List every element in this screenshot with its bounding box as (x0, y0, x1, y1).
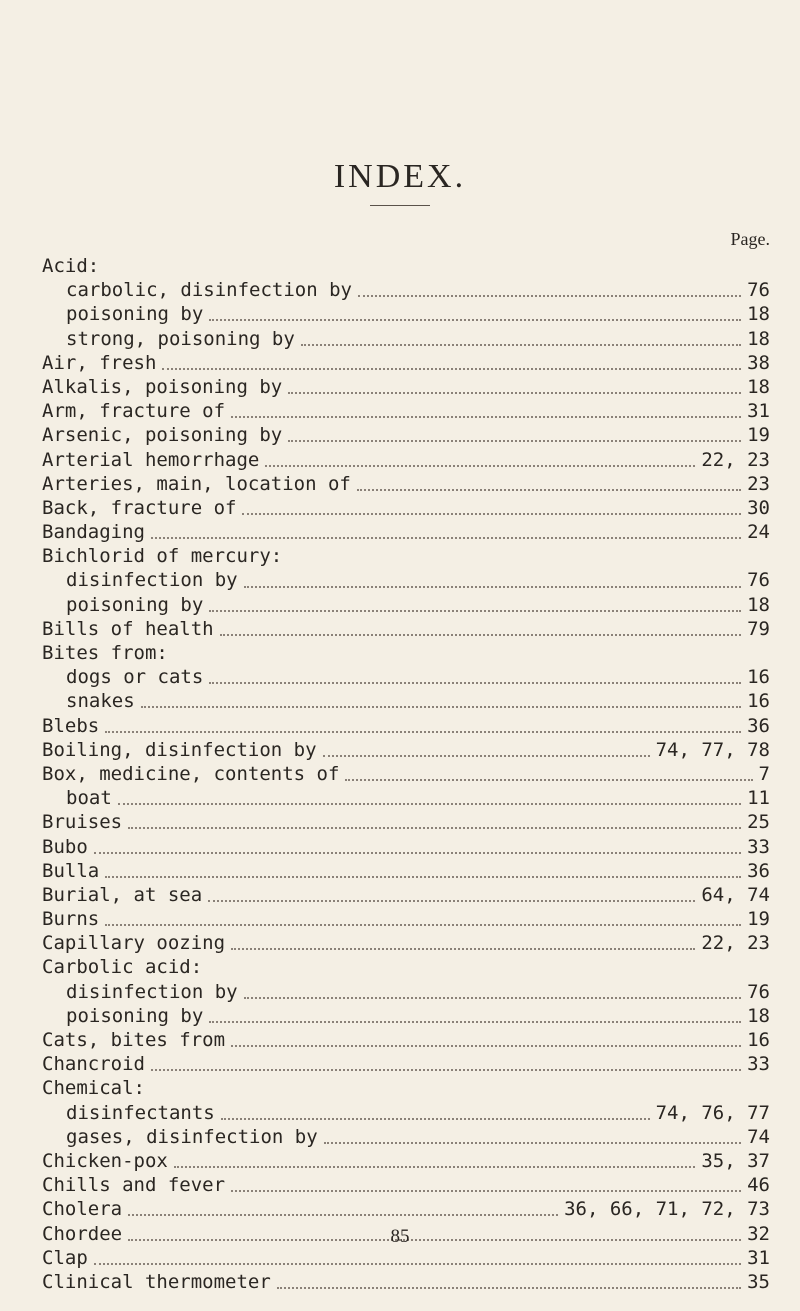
index-entry (42, 617, 770, 641)
index-entry (42, 714, 770, 738)
entry-term: Chicken-pox (42, 1149, 168, 1172)
dot-leader (324, 1142, 741, 1144)
dot-leader (174, 1166, 696, 1168)
dot-leader (288, 392, 741, 394)
index-entry (42, 665, 770, 689)
index-heading (42, 544, 770, 568)
dot-leader (118, 803, 741, 805)
index-entry (42, 931, 770, 955)
dot-leader (209, 319, 741, 321)
index-entry (42, 327, 770, 351)
index-entry (42, 302, 770, 326)
index-entry (42, 810, 770, 834)
entry-pages: 30 (747, 496, 770, 519)
entry-term: disinfection by (66, 980, 238, 1003)
entry-term: Blebs (42, 714, 100, 737)
index-heading (42, 254, 770, 278)
entry-term: Air, fresh (42, 351, 157, 374)
index-entry (42, 1052, 770, 1076)
entry-pages: 24 (747, 521, 770, 544)
entry-term: Cholera (42, 1198, 123, 1221)
index-heading (42, 1076, 770, 1100)
entry-term: Burial, at sea (42, 883, 203, 906)
entry-pages: 18 (747, 375, 770, 398)
dot-leader (244, 586, 742, 588)
entry-term: poisoning by (66, 1004, 204, 1027)
dot-leader (151, 1069, 741, 1071)
entry-pages: 23 (747, 472, 770, 495)
entry-pages: 74, 76, 77 (655, 1101, 770, 1124)
entry-term: boat (66, 787, 112, 810)
entry-term: Boiling, disinfection by (42, 738, 317, 761)
dot-leader (231, 1045, 741, 1047)
index-entry (42, 375, 770, 399)
index-entry (42, 1028, 770, 1052)
entry-term: Chemical: (42, 1077, 145, 1100)
dot-leader (128, 827, 741, 829)
index-entry (42, 1149, 770, 1173)
entry-term: carbolic, disinfection by (66, 279, 352, 302)
dot-leader (94, 1263, 741, 1265)
entry-term: Acid: (42, 255, 100, 277)
entry-pages: 36, 66, 71, 72, 73 (564, 1198, 770, 1221)
entry-pages: 35, 37 (701, 1149, 770, 1172)
dot-leader (323, 755, 650, 757)
dot-leader (208, 900, 695, 902)
entry-term: poisoning by (66, 303, 204, 326)
index-heading (42, 641, 770, 665)
entry-term: Capillary oozing (42, 932, 226, 955)
dot-leader (288, 440, 741, 442)
entry-term: Bills of health (42, 617, 214, 640)
entry-term: gases, disinfection by (66, 1125, 318, 1148)
index-entry (42, 762, 770, 786)
dot-leader (345, 779, 752, 781)
entry-pages: 18 (747, 303, 770, 326)
index-entry (42, 423, 770, 447)
index-entry (42, 496, 770, 520)
index-entry (42, 278, 770, 302)
dot-leader (231, 948, 695, 950)
dot-leader (231, 1190, 741, 1192)
entry-pages: 74 (747, 1125, 770, 1148)
entry-pages: 76 (747, 569, 770, 592)
index-entry (42, 835, 770, 859)
dot-leader (128, 1214, 558, 1216)
index-entry (42, 351, 770, 375)
dot-leader (242, 513, 741, 515)
entry-pages: 18 (747, 1004, 770, 1027)
entry-term: Carbolic acid: (42, 956, 203, 979)
entry-pages: 32 (747, 1222, 770, 1245)
entry-pages: 35 (747, 1270, 770, 1293)
dot-leader (277, 1287, 741, 1289)
entry-pages: 76 (747, 279, 770, 302)
entry-pages: 33 (747, 1053, 770, 1076)
index-entry (42, 399, 770, 423)
index-entry (42, 786, 770, 810)
entry-pages: 46 (747, 1174, 770, 1197)
index-entry (42, 472, 770, 496)
index-list (42, 254, 770, 1294)
entry-term: strong, poisoning by (66, 327, 295, 350)
dot-leader (231, 416, 741, 418)
entry-term: Chancroid (42, 1053, 145, 1076)
dot-leader (151, 537, 741, 539)
dot-leader (357, 489, 741, 491)
entry-pages: 64, 74 (701, 883, 770, 906)
entry-pages: 22, 23 (701, 932, 770, 955)
entry-pages: 36 (747, 859, 770, 882)
index-entry (42, 1173, 770, 1197)
index-entry (42, 1004, 770, 1028)
entry-pages: 16 (747, 690, 770, 713)
index-entry (42, 593, 770, 617)
entry-pages: 33 (747, 835, 770, 858)
dot-leader (209, 1021, 741, 1023)
entry-term: Back, fracture of (42, 496, 237, 519)
entry-pages: 7 (758, 762, 770, 785)
index-entry (42, 1270, 770, 1294)
entry-term: Arsenic, poisoning by (42, 424, 283, 447)
entry-pages: 18 (747, 593, 770, 616)
entry-pages: 18 (747, 327, 770, 350)
entry-term: Bruises (42, 811, 123, 834)
entry-term: Box, medicine, contents of (42, 762, 340, 785)
entry-pages: 79 (747, 617, 770, 640)
dot-leader (105, 876, 741, 878)
dot-leader (94, 852, 741, 854)
entry-term: disinfectants (66, 1101, 215, 1124)
index-entry (42, 568, 770, 592)
page-column-label: Page. (730, 229, 770, 249)
entry-term: Cats, bites from (42, 1029, 226, 1051)
entry-pages: 76 (747, 980, 770, 1003)
entry-term: Arterial hemorrhage (42, 448, 260, 471)
entry-term: Alkalis, poisoning by (42, 375, 283, 398)
index-entry (42, 1197, 770, 1221)
dot-leader (221, 1118, 650, 1120)
index-entry (42, 980, 770, 1004)
entry-term: Chills and fever (42, 1174, 226, 1197)
entry-term: snakes (66, 690, 135, 713)
entry-term: Bites from: (42, 642, 168, 664)
dot-leader (244, 997, 742, 999)
entry-pages: 36 (747, 714, 770, 737)
index-entry (42, 859, 770, 883)
dot-leader (301, 344, 741, 346)
dot-leader (105, 924, 741, 926)
dot-leader (209, 610, 741, 612)
entry-pages: 31 (747, 1246, 770, 1269)
index-entry (42, 1246, 770, 1270)
entry-pages: 16 (747, 1029, 770, 1051)
entry-term: Arteries, main, location of (42, 472, 351, 495)
entry-pages: 74, 77, 78 (655, 738, 770, 761)
index-entry (42, 689, 770, 713)
entry-pages: 25 (747, 811, 770, 834)
entry-pages: 11 (747, 787, 770, 810)
index-entry (42, 1125, 770, 1149)
dot-leader (358, 295, 741, 297)
index-entry (42, 520, 770, 544)
dot-leader (141, 706, 741, 708)
title-rule (370, 205, 430, 206)
entry-term: Chordee (42, 1222, 123, 1245)
entry-term: Clap (42, 1246, 88, 1269)
dot-leader (162, 368, 741, 370)
dot-leader (105, 731, 741, 733)
entry-term: dogs or cats (66, 666, 204, 689)
entry-pages: 19 (747, 424, 770, 447)
dot-leader (265, 465, 695, 467)
index-entry (42, 907, 770, 931)
dot-leader (220, 634, 742, 636)
entry-pages: 16 (747, 666, 770, 689)
entry-pages: 31 (747, 400, 770, 423)
entry-term: Bubo (42, 835, 88, 858)
entry-term: Bichlorid of mercury: (42, 545, 283, 568)
entry-pages: 22, 23 (701, 448, 770, 471)
dot-leader (209, 682, 741, 684)
index-entry (42, 1101, 770, 1125)
entry-term: Bandaging (42, 521, 145, 544)
index-entry (42, 448, 770, 472)
entry-term: Burns (42, 908, 100, 931)
entry-term: Clinical thermometer (42, 1270, 271, 1293)
entry-term: poisoning by (66, 593, 204, 616)
entry-pages: 38 (747, 351, 770, 374)
entry-pages: 19 (747, 908, 770, 931)
index-heading (42, 955, 770, 979)
entry-term: Arm, fracture of (42, 400, 226, 423)
entry-term: Bulla (42, 859, 100, 882)
page-number: 85 (390, 1226, 410, 1247)
page-title: INDEX. (333, 158, 467, 195)
index-entry (42, 883, 770, 907)
index-entry (42, 738, 770, 762)
entry-term: disinfection by (66, 569, 238, 592)
